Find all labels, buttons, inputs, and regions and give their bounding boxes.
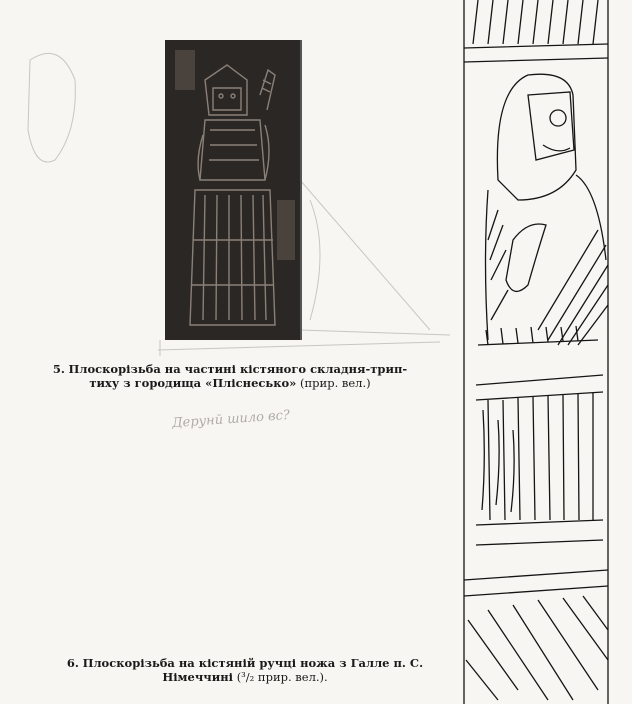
figure-5-title-line2: тиху з городища «Пліснесько» <box>89 376 297 390</box>
figure-6-title-line1: Плоскорізьба на кістяній ручці ножа з Галле п. С. <box>82 656 424 670</box>
figure-6-scale: (³/₂ прир. вел.). <box>236 670 328 684</box>
carving-photo <box>165 40 302 340</box>
figure-6-number: 6. <box>66 656 79 670</box>
pencil-handwritten-note: Дерунй шило вс? <box>171 407 291 432</box>
figure-6-caption <box>40 656 450 684</box>
knife-handle-drawing <box>458 0 616 704</box>
figure-6-title-line2: Німеччині <box>162 670 234 684</box>
figure-5-title-line1: Плоскорізьба на частині кістяного складня-трип- <box>68 362 408 376</box>
figure-5-number: 5. <box>52 362 65 376</box>
carved-figure-image <box>165 40 300 340</box>
figure-5-scale: (прир. вел.) <box>300 376 371 390</box>
figure-5-caption <box>20 362 440 390</box>
